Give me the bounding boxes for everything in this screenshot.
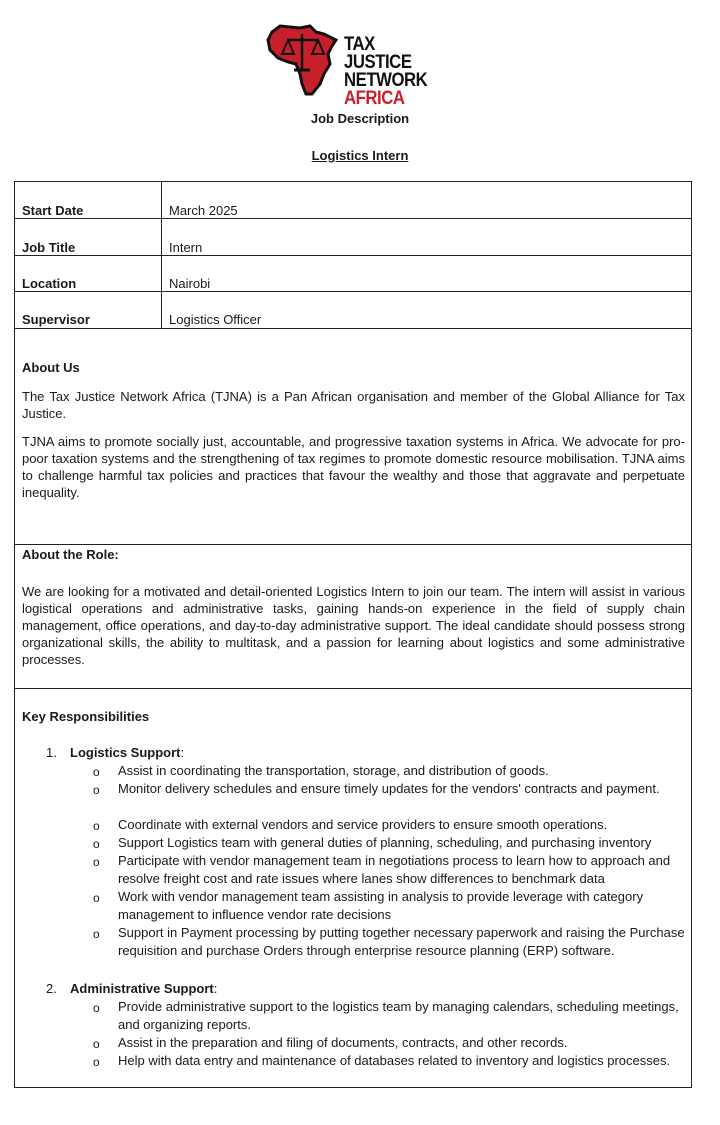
group-title-colon: : [180, 745, 185, 760]
list-item: Provide administrative support to the logistics team by managing calendars, scheduling meetings, and organizing reports. [118, 999, 679, 1032]
list-item: Assist in coordinating the transportation, storage, and distribution of goods. [118, 763, 549, 778]
list-item: Help with data entry and maintenance of databases related to inventory and logistics processes. [118, 1053, 671, 1068]
bullet-marker: o [93, 1001, 100, 1015]
detail-row-job-title [15, 219, 691, 256]
about-us-paragraph-2: TJNA aims to promote socially just, accountable, and progressive taxation systems in Africa. We advocate for pro-poor taxation systems and the strengthening of tax regimes to promote domestic resource mobilisation. TJNA aims to challenge harmful tax policies and practices that favour the wealthy and those that aggravate and perpetuate inequality. [22, 434, 685, 500]
document-type: Job Description [310, 111, 410, 126]
logo-line-1: TAX JUSTICE [344, 34, 412, 73]
responsibilities-heading: Key Responsibilities [22, 709, 150, 724]
bullet-marker: o [93, 855, 100, 869]
list-item: Support in Payment processing by putting together necessary paperwork and raising the Purchase requisition and purchase Orders through enterprise resource planning (ERP) software. [118, 925, 685, 958]
tjna-logo [266, 22, 436, 109]
detail-value: March 2025 [169, 203, 238, 218]
list-item: Monitor delivery schedules and ensure timely updates for the vendors' contracts and payment. [118, 781, 660, 796]
about-role-paragraph: We are looking for a motivated and detail-oriented Logistics Intern to join our team. The intern will assist in various logistical operations and administrative tasks, gaining hands-on experience in the field of supply chain management, office operations, and day-to-day administrative support. The ideal candidate should possess strong organizational skills, the ability to multitask, and a passion for learning about logistics and some administrative processes. [22, 584, 685, 667]
group-title-text: Administrative Support [70, 981, 214, 996]
logo-line-3: AFRICA [344, 88, 405, 109]
group-title-text: Logistics Support [70, 745, 181, 760]
about-us-paragraph-1: The Tax Justice Network Africa (TJNA) is a Pan African organisation and member of the Global Alliance for Tax Justice. [22, 389, 685, 421]
bullet-marker: o [93, 1055, 100, 1069]
detail-value: Intern [169, 240, 203, 255]
detail-row-start-date [15, 182, 691, 219]
logo-wordmark [344, 36, 427, 108]
letterhead [0, 22, 720, 109]
detail-row-location [15, 256, 691, 292]
document-title: Logistics Intern [311, 148, 409, 163]
detail-label: Supervisor [22, 312, 90, 327]
detail-value: Logistics Officer [169, 312, 262, 327]
group-title [70, 981, 217, 996]
detail-label: Location [22, 276, 77, 291]
job-description-table [14, 181, 692, 1088]
about-us-section [15, 329, 691, 545]
africa-map-scales-icon [266, 24, 340, 96]
list-item: Coordinate with external vendors and service providers to ensure smooth operations. [118, 817, 608, 832]
bullet-marker: o [93, 837, 100, 851]
detail-value: Nairobi [169, 276, 211, 291]
bullet-marker: o [93, 927, 100, 941]
about-role-heading: About the Role: [22, 547, 119, 562]
list-item: Participate with vendor management team in negotiations process to learn how to approach and resolve freight cost and rate issues where lanes show differences to benchmark data [118, 853, 671, 886]
about-us-heading: About Us [22, 360, 80, 375]
key-responsibilities-section [15, 689, 691, 1087]
group-number: 1. [46, 745, 57, 760]
list-item: Work with vendor management team assisting in analysis to provide leverage with category management to influence vendor rate decisions [118, 889, 644, 922]
detail-label: Start Date [22, 203, 84, 218]
bullet-marker: o [93, 1037, 100, 1051]
list-item: Assist in the preparation and filing of documents, contracts, and other records. [118, 1035, 568, 1050]
bullet-marker: o [93, 765, 100, 779]
detail-label: Job Title [22, 240, 76, 255]
bullet-marker: o [93, 891, 100, 905]
bullet-marker: o [93, 783, 100, 797]
list-item: Support Logistics team with general duties of planning, scheduling, and purchasing inventory [118, 835, 652, 850]
detail-row-supervisor [15, 292, 691, 329]
about-role-section [15, 545, 691, 689]
logo-line-2: NETWORK [344, 70, 428, 91]
bullet-marker: o [93, 819, 100, 833]
group-title [70, 745, 184, 760]
group-number: 2. [46, 981, 57, 996]
group-title-colon: : [213, 981, 218, 996]
